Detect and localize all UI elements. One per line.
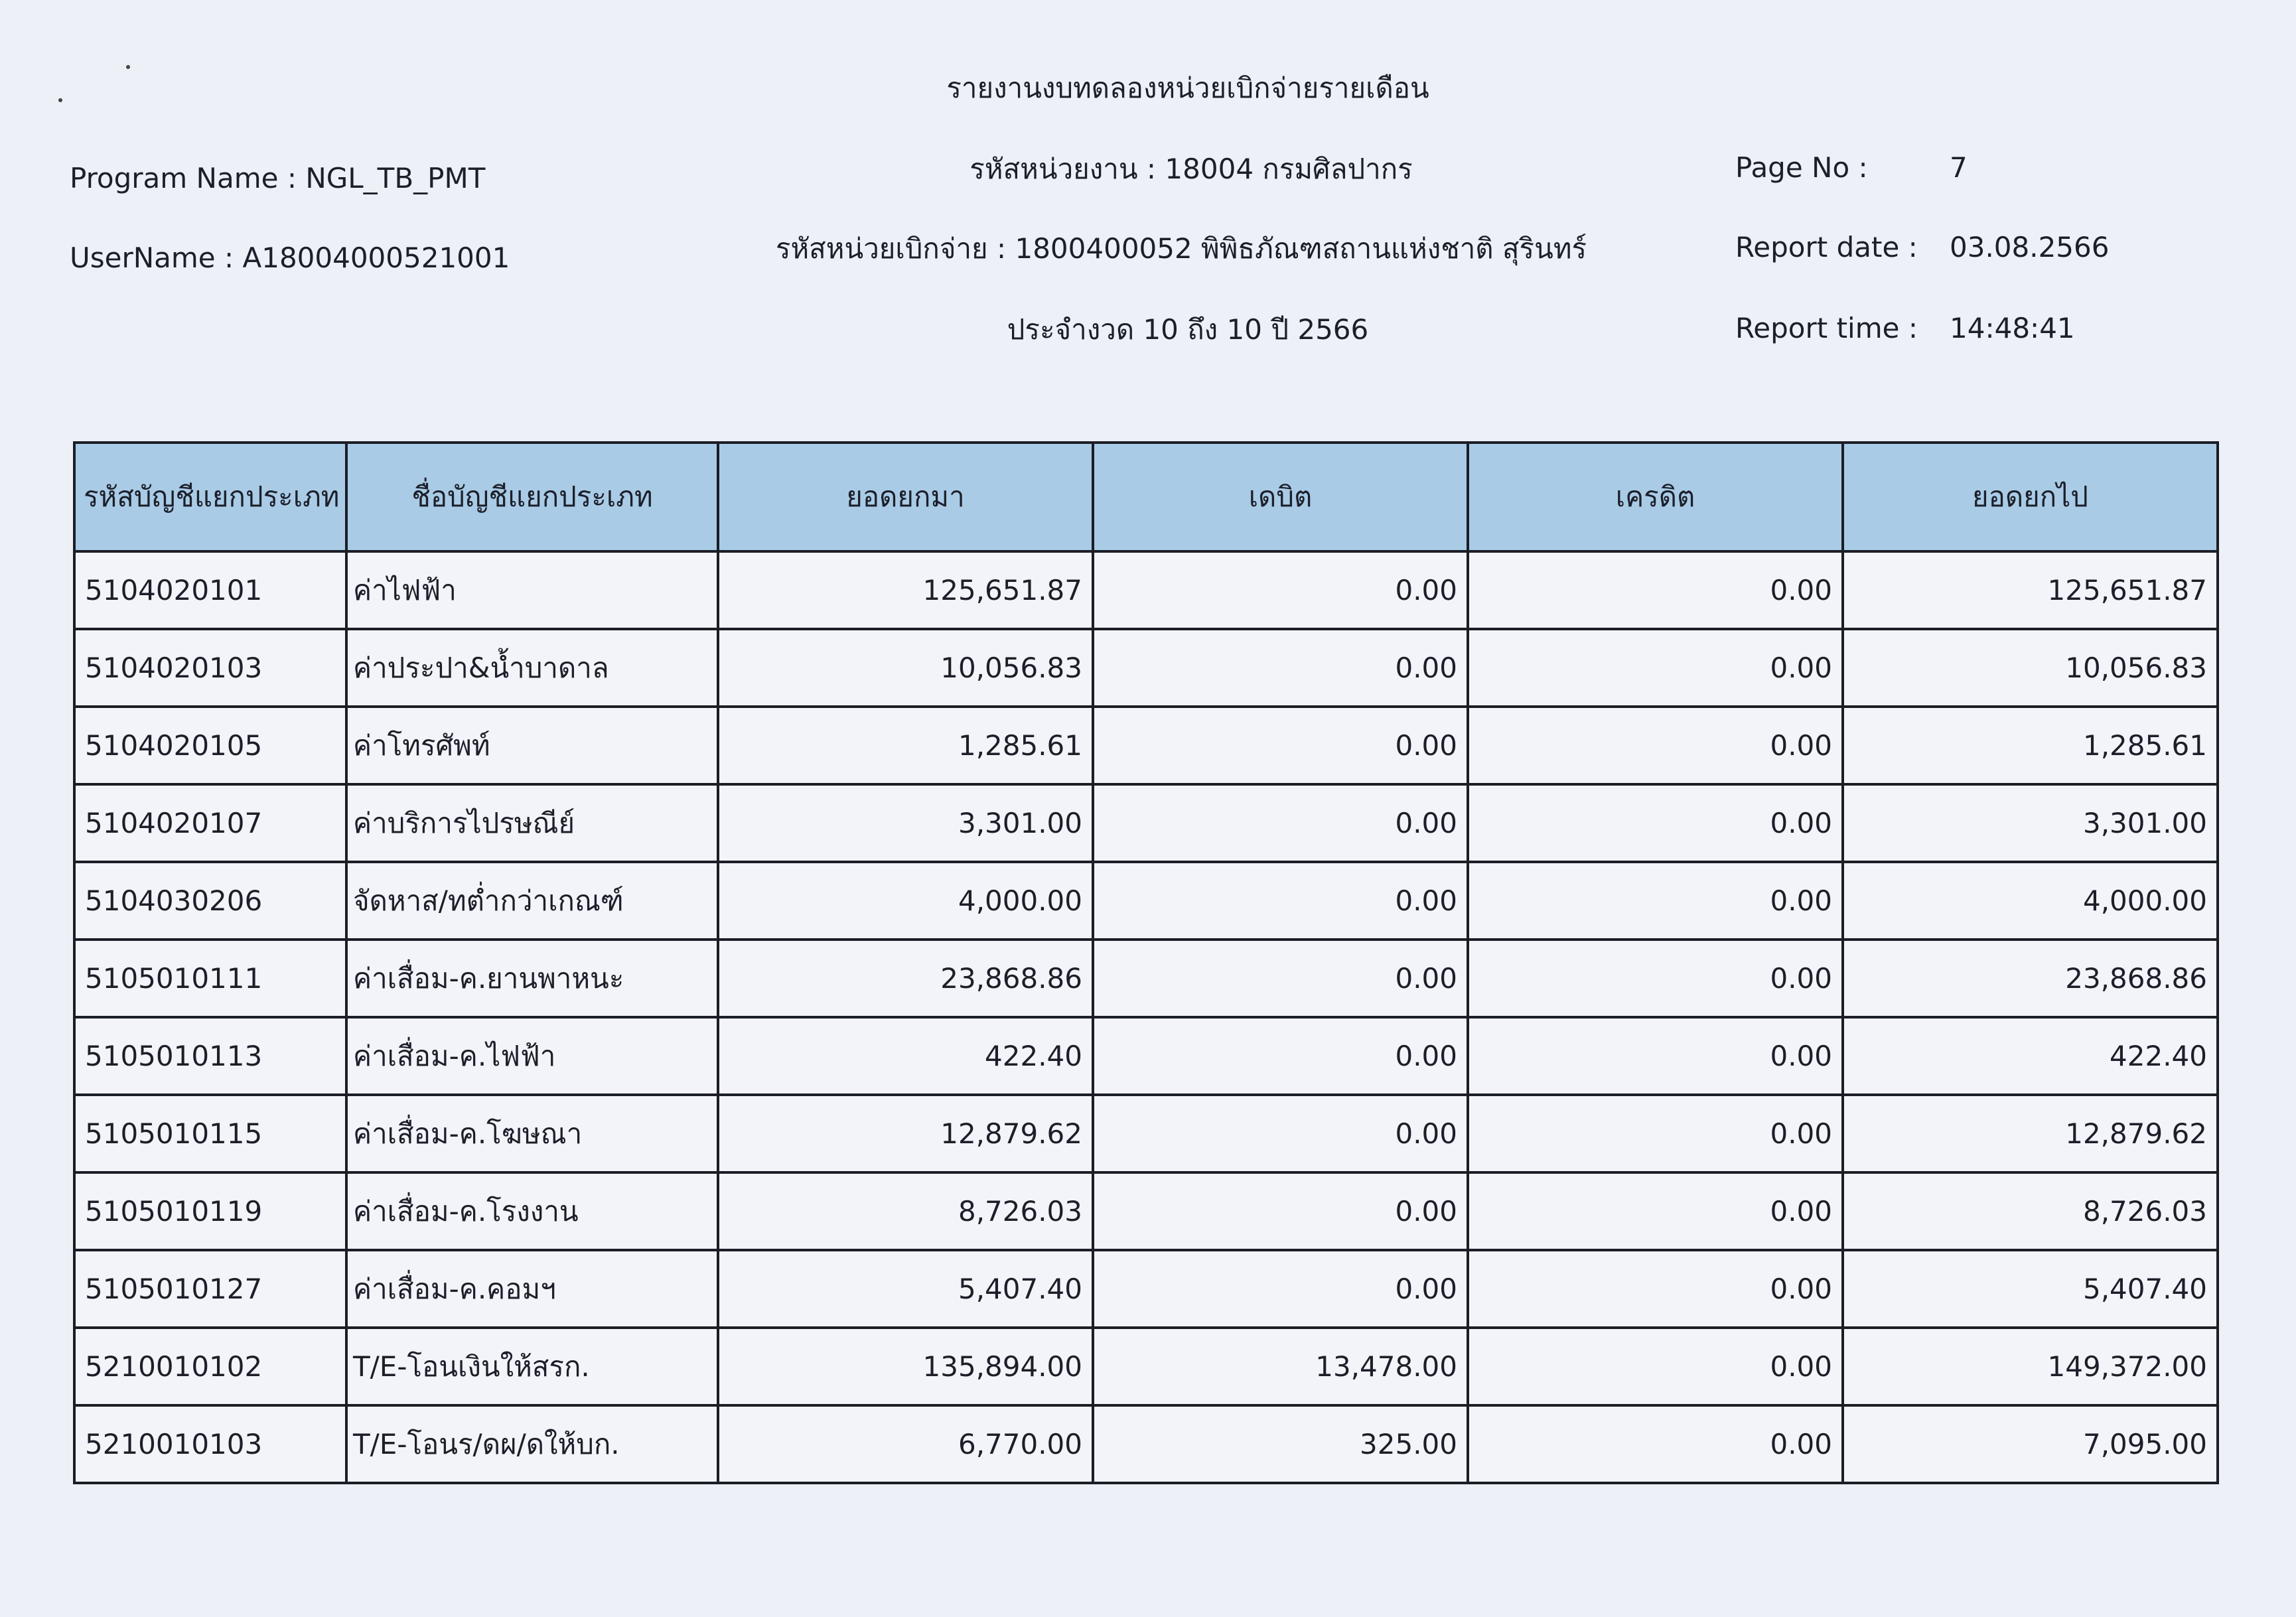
cell-credit: 0.00: [1468, 862, 1843, 940]
cell-closing-balance: 23,868.86: [1843, 940, 2218, 1017]
cell-closing-balance: 4,000.00: [1843, 862, 2218, 940]
cell-debit: 0.00: [1093, 862, 1468, 940]
table-row: [74, 1250, 2218, 1328]
cell-account-name: ค่าเสื่อม-ค.โรงงาน: [346, 1172, 718, 1250]
page-no-value: 7: [1950, 151, 1968, 184]
table-row: [74, 1095, 2218, 1172]
cell-closing-balance: 1,285.61: [1843, 707, 2218, 784]
cell-opening-balance: 422.40: [718, 1017, 1093, 1095]
cell-account-code: 5104020107: [74, 784, 346, 862]
cell-opening-balance: 23,868.86: [718, 940, 1093, 1017]
table-row: [74, 707, 2218, 784]
page-no-label: Page No :: [1735, 151, 1868, 184]
user-name: UserName : A18004000521001: [70, 242, 510, 274]
cell-opening-balance: 12,879.62: [718, 1095, 1093, 1172]
cell-account-name: ค่าบริการไปรษณีย์: [346, 784, 718, 862]
cell-credit: 0.00: [1468, 784, 1843, 862]
cell-credit: 0.00: [1468, 1405, 1843, 1483]
cell-opening-balance: 125,651.87: [718, 551, 1093, 629]
table-row: [74, 1405, 2218, 1483]
report-time-label: Report time :: [1735, 312, 1918, 344]
cell-account-code: 5210010103: [74, 1405, 346, 1483]
cell-closing-balance: 422.40: [1843, 1017, 2218, 1095]
cell-account-code: 5105010127: [74, 1250, 346, 1328]
cell-account-code: 5104020103: [74, 629, 346, 707]
cell-credit: 0.00: [1468, 1250, 1843, 1328]
cell-debit: 0.00: [1093, 940, 1468, 1017]
table-row: [74, 551, 2218, 629]
cell-account-name: จัดหาส/ทต่ำกว่าเกณฑ์: [346, 862, 718, 940]
cell-credit: 0.00: [1468, 1095, 1843, 1172]
column-header-opening-balance: ยอดยกมา: [718, 443, 1093, 551]
column-header-account-name: ชื่อบัญชีแยกประเภท: [346, 443, 718, 551]
cell-credit: 0.00: [1468, 1328, 1843, 1405]
cell-closing-balance: 12,879.62: [1843, 1095, 2218, 1172]
cell-credit: 0.00: [1468, 629, 1843, 707]
cell-closing-balance: 3,301.00: [1843, 784, 2218, 862]
cell-closing-balance: 8,726.03: [1843, 1172, 2218, 1250]
table-header-row: [74, 443, 2218, 551]
cell-closing-balance: 149,372.00: [1843, 1328, 2218, 1405]
cell-credit: 0.00: [1468, 940, 1843, 1017]
cell-opening-balance: 4,000.00: [718, 862, 1093, 940]
table-row: [74, 862, 2218, 940]
cell-account-name: ค่าประปา&น้ำบาดาล: [346, 629, 718, 707]
cell-closing-balance: 10,056.83: [1843, 629, 2218, 707]
column-header-credit: เครดิต: [1468, 443, 1843, 551]
report-date-value: 03.08.2566: [1950, 231, 2110, 263]
cell-account-name: T/E-โอนเงินให้สรก.: [346, 1328, 718, 1405]
cell-account-name: ค่าเสื่อม-ค.ยานพาหนะ: [346, 940, 718, 1017]
cell-opening-balance: 135,894.00: [718, 1328, 1093, 1405]
cell-debit: 325.00: [1093, 1405, 1468, 1483]
cell-opening-balance: 5,407.40: [718, 1250, 1093, 1328]
trial-balance-table: [73, 441, 2219, 1484]
table-row: [74, 1172, 2218, 1250]
report-title: รายงานงบทดลองหน่วยเบิกจ่ายรายเดือน: [946, 72, 1429, 104]
cell-account-code: 5104020105: [74, 707, 346, 784]
cell-account-code: 5210010102: [74, 1328, 346, 1405]
table-row: [74, 940, 2218, 1017]
cell-account-name: ค่าเสื่อม-ค.ไฟฟ้า: [346, 1017, 718, 1095]
cell-account-name: ค่าเสื่อม-ค.คอมฯ: [346, 1250, 718, 1328]
cell-debit: 0.00: [1093, 1017, 1468, 1095]
column-header-closing-balance: ยอดยกไป: [1843, 443, 2218, 551]
table-row: [74, 1017, 2218, 1095]
cell-debit: 0.00: [1093, 1250, 1468, 1328]
cell-account-code: 5105010115: [74, 1095, 346, 1172]
cell-opening-balance: 1,285.61: [718, 707, 1093, 784]
scan-speck: [58, 98, 62, 102]
cell-opening-balance: 3,301.00: [718, 784, 1093, 862]
cell-closing-balance: 5,407.40: [1843, 1250, 2218, 1328]
cell-credit: 0.00: [1468, 1172, 1843, 1250]
column-header-account-code: รหัสบัญชีแยกประเภท: [74, 443, 346, 551]
scan-speck: [126, 65, 130, 69]
cell-account-code: 5105010119: [74, 1172, 346, 1250]
cell-account-name: ค่าไฟฟ้า: [346, 551, 718, 629]
cell-account-name: T/E-โอนร/ดผ/ดให้บก.: [346, 1405, 718, 1483]
cell-opening-balance: 10,056.83: [718, 629, 1093, 707]
table-row: [74, 784, 2218, 862]
cell-debit: 13,478.00: [1093, 1328, 1468, 1405]
report-date-label: Report date :: [1735, 231, 1918, 263]
table-row: [74, 1328, 2218, 1405]
disbursing-unit: รหัสหน่วยเบิกจ่าย : 1800400052 พิพิธภัณฑสถานแห่งชาติ สุรินทร์: [775, 232, 1587, 265]
cell-credit: 0.00: [1468, 1017, 1843, 1095]
program-name: Program Name : NGL_TB_PMT: [70, 162, 486, 194]
cell-debit: 0.00: [1093, 1172, 1468, 1250]
report-period: ประจำงวด 10 ถึง 10 ปี 2566: [1007, 313, 1369, 346]
cell-opening-balance: 8,726.03: [718, 1172, 1093, 1250]
cell-account-name: ค่าเสื่อม-ค.โฆษณา: [346, 1095, 718, 1172]
cell-account-code: 5104020101: [74, 551, 346, 629]
cell-debit: 0.00: [1093, 551, 1468, 629]
cell-account-name: ค่าโทรศัพท์: [346, 707, 718, 784]
cell-account-code: 5105010111: [74, 940, 346, 1017]
cell-closing-balance: 7,095.00: [1843, 1405, 2218, 1483]
report-time-value: 14:48:41: [1950, 312, 2075, 344]
agency-code: รหัสหน่วยงาน : 18004 กรมศิลปากร: [969, 153, 1413, 185]
table-body: [74, 551, 2218, 1483]
cell-debit: 0.00: [1093, 1095, 1468, 1172]
cell-credit: 0.00: [1468, 707, 1843, 784]
cell-debit: 0.00: [1093, 784, 1468, 862]
cell-account-code: 5104030206: [74, 862, 346, 940]
cell-closing-balance: 125,651.87: [1843, 551, 2218, 629]
column-header-debit: เดบิต: [1093, 443, 1468, 551]
cell-debit: 0.00: [1093, 629, 1468, 707]
table-row: [74, 629, 2218, 707]
cell-credit: 0.00: [1468, 551, 1843, 629]
cell-opening-balance: 6,770.00: [718, 1405, 1093, 1483]
cell-debit: 0.00: [1093, 707, 1468, 784]
cell-account-code: 5105010113: [74, 1017, 346, 1095]
